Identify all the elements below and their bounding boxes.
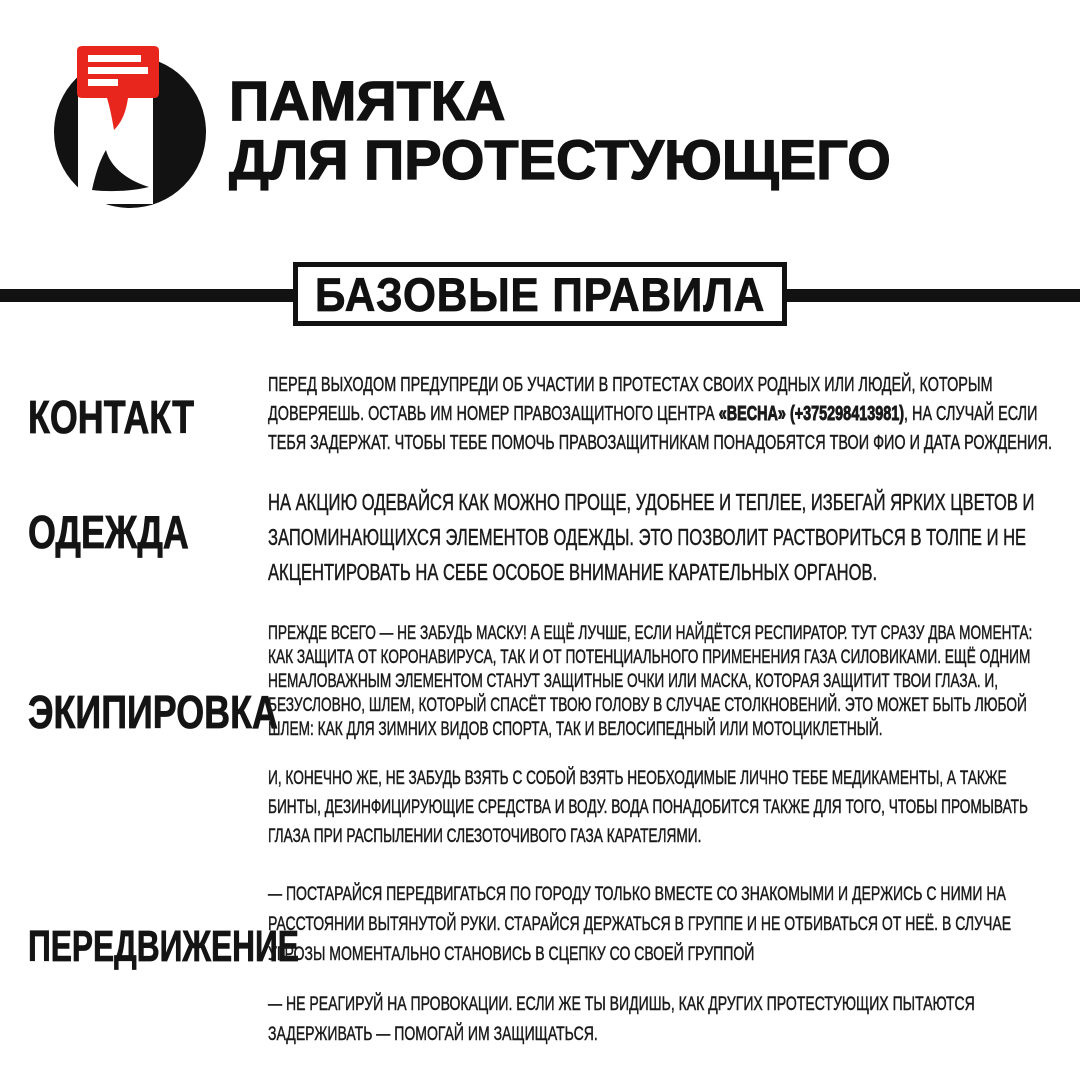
vesna-hotline-bold: «ВЕСНА» (+375298413981) [718,403,905,425]
contact-paragraph [268,371,1058,458]
contact-text-pre: ПЕРЕД ВЫХОДОМ ПРЕДУПРЕДИ ОБ УЧАСТИИ В ПРОТЕСТАХ СВОИХ РОДНЫХ ИЛИ ЛЮДЕЙ, КОТОРЫМ ДОВЕРЯЕШЬ. ОСТАВЬ ИМ НОМЕР ПРАВОЗАЩИТНОГО ЦЕНТРА [268,374,993,425]
page-title [229,71,891,189]
equipment-paragraph-1: ПРЕЖДЕ ВСЕГО — НЕ ЗАБУДЬ МАСКУ! А ЕЩЁ ЛУЧШЕ, ЕСЛИ НАЙДЁТСЯ РЕСПИРАТОР. ТУТ СРАЗУ ДВА МОМЕНТА: КАК ЗАЩИТА ОТ КОРОНАВИРУСА, ТАК И ОТ ПОТЕНЦИАЛЬНОГО ПРИМЕНЕНИЯ ГАЗА СИЛОВИКАМИ. ЕЩЁ ОДНИМ НЕМАЛОВАЖНЫМ ЭЛЕМЕНТОМ СТАНУТ ЗАЩИТНЫЕ ОЧКИ ИЛИ МАСКА, КОТОРАЯ ЗАЩИТИТ ТВОИ ГЛАЗА. И, БЕЗУСЛОВНО, ШЛЕМ, КОТОРЫЙ СПАСЁТ ТВОЮ ГОЛОВУ В СЛУЧАЕ СТОЛКНОВЕНИЙ. ЭТО МОЖЕТ БЫТЬ ЛЮБОЙ ШЛЕМ: КАК ДЛЯ ЗИМНИХ ВИДОВ СПОРТА, ТАК И ВЕЛОСИПЕДНЫЙ ИЛИ МОТОЦИКЛЕТНЫЙ. [268,623,1033,740]
bubble-text-line [88,79,118,86]
movement-paragraph-1: — ПОСТАРАЙСЯ ПЕРЕДВИГАТЬСЯ ПО ГОРОДУ ТОЛЬКО ВМЕСТЕ СО ЗНАКОМЫМИ И ДЕРЖИСЬ С НИМИ НА РАССТОЯНИИ ВЫТЯНУТОЙ РУКИ. СТАРАЙСЯ ДЕРЖАТЬСЯ В ГРУППЕ И НЕ ОТБИВАТЬСЯ ОТ НЕЁ. В СЛУЧАЕ УГРОЗЫ МОМЕНТАЛЬНО СТАНОВИСЬ В СЦЕПКУ СО СВОЕЙ ГРУППОЙ [268,883,1012,965]
rules-banner [293,262,787,326]
title-line-2: ДЛЯ ПРОТЕСТУЮЩЕГО [229,128,891,191]
rules-banner-label: БАЗОВЫЕ ПРАВИЛА [314,267,766,321]
equipment-paragraph-2: И, КОНЕЧНО ЖЕ, НЕ ЗАБУДЬ ВЗЯТЬ С СОБОЙ ВЗЯТЬ НЕОБХОДИМЫЕ ЛИЧНО ТЕБЕ МЕДИКАМЕНТЫ, А ТАКЖЕ БИНТЫ, ДЕЗИНФИЦИРУЮЩИЕ СРЕДСТВА И ВОДУ. ВОДА ПОНАДОБИТСЯ ТАКЖЕ ДЛЯ ТОГО, ЧТОБЫ ПРОМЫВАТЬ ГЛАЗА ПРИ РАСПЫЛЕНИИ СЛЕЗОТОЧИВОГО ГАЗА КАРАТЕЛЯМИ. [268,768,1028,847]
movement-paragraph-2: — НЕ РЕАГИРУЙ НА ПРОВОКАЦИИ. ЕСЛИ ЖЕ ТЫ ВИДИШЬ, КАК ДРУГИХ ПРОТЕСТУЮЩИХ ПЫТАЮТСЯ ЗАДЕРЖИВАТЬ — ПОМОГАЙ ИМ ЗАЩИЩАТЬСЯ. [268,993,975,1045]
section-label-equipment: ЭКИПИРОВКА [28,686,278,738]
section-label-contact: КОНТАКТ [28,391,195,443]
clothes-paragraph: НА АКЦИЮ ОДЕВАЙСЯ КАК МОЖНО ПРОЩЕ, УДОБНЕЕ И ТЕПЛЕЕ, ИЗБЕГАЙ ЯРКИХ ЦВЕТОВ И ЗАПОМИНАЮЩИХСЯ ЭЛЕМЕНТОВ ОДЕЖДЫ. ЭТО ПОЗВОЛИТ РАСТВОРИТЬСЯ В ТОЛПЕ И НЕ АКЦЕНТИРОВАТЬ НА СЕБЕ ОСОБОЕ ВНИМАНИЕ КАРАТЕЛЬНЫХ ОРГАНОВ. [268,489,1035,585]
nexta-logo [46,44,218,216]
section-label-clothes: ОДЕЖДА [28,506,189,558]
contact-text-post: , НА СЛУЧАЙ ЕСЛИ ТЕБЯ ЗАДЕРЖАТ. ЧТОБЫ ТЕБЕ ПОМОЧЬ ПРАВОЗАЩИТНИКАМ ПОНАДОБЯТСЯ ТВОИ ФИО И ДАТА РОЖДЕНИЯ. [268,403,1053,454]
bubble-text-line [88,67,148,74]
section-label-movement: ПЕРЕДВИЖЕНИЕ [28,922,299,971]
title-line-1: ПАМЯТКА [229,69,506,132]
bubble-text-line [88,55,141,62]
